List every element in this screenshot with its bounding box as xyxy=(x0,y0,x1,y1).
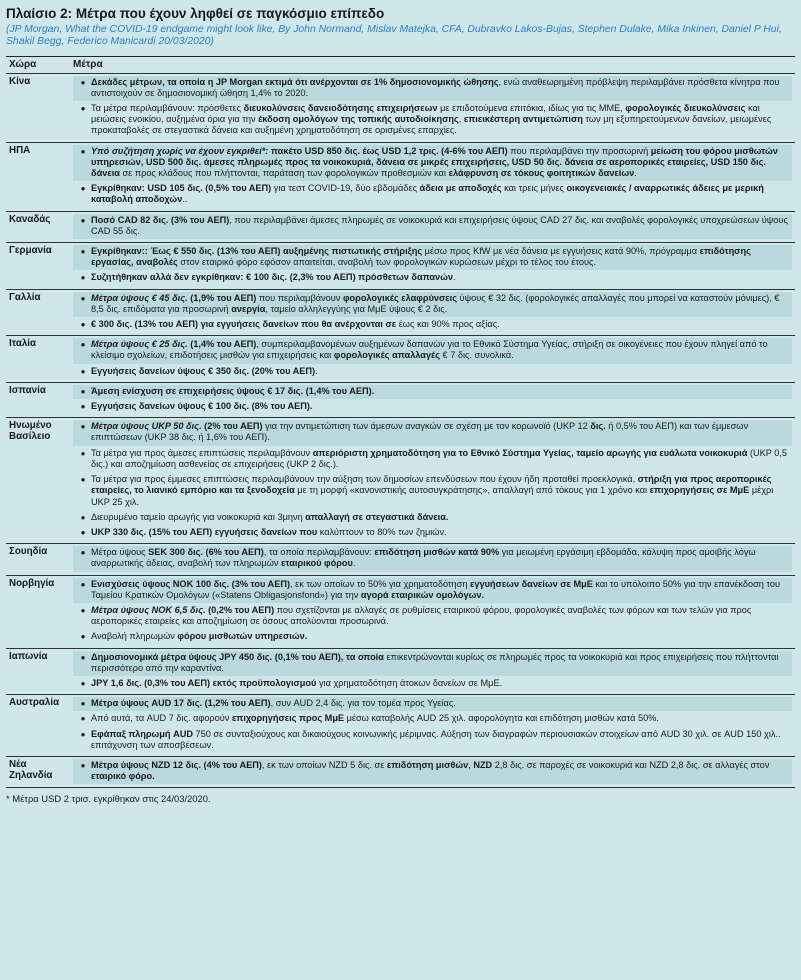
measures-cell xyxy=(70,418,795,544)
measure-item xyxy=(73,245,792,270)
measure-item xyxy=(73,214,792,239)
text-segment: εγγυήσεων δανείων σε ΜμΕ xyxy=(470,578,593,589)
measure-text xyxy=(91,448,788,470)
measure-item xyxy=(73,338,792,363)
measure-text xyxy=(91,512,788,523)
measure-text xyxy=(91,103,788,137)
text-segment: 750 σε συνταξιούχους και δικαιούχους κοινωνικής μέριμνας. Αύξηση των διαγραφών περιουσιακών στοιχείων από AUD 30 χιλ. σε AUD 150 χιλ.. επιτάχυνση των αποσβέσεων. xyxy=(91,728,781,750)
text-segment: , εκ των οποίων το 50% για χρηματοδότηση xyxy=(290,578,470,589)
text-segment: (0,2% του ΑΕΠ) xyxy=(205,604,275,615)
table-row xyxy=(6,382,795,417)
text-segment: εταιρικό φόρο. xyxy=(91,771,155,782)
measures-cell xyxy=(70,142,795,211)
measure-text xyxy=(91,760,788,782)
text-segment: φόρου μισθωτών υπηρεσιών. xyxy=(177,631,308,642)
text-segment: , ταμείο αλληλεγγύης για ΜμΕ ύψους € 2 δις. xyxy=(265,303,448,314)
bullet-icon: ● xyxy=(80,579,86,589)
text-segment: Άμεση ενίσχυση σε επιχειρήσεις ύψους € 17 δις. (1,4% του ΑΕΠ). xyxy=(91,385,375,396)
text-segment: έως και 90% πρoς αξίας. xyxy=(396,319,500,330)
measure-text xyxy=(91,421,788,443)
text-segment: Έως € 550 δις. (13% του ΑΕΠ) αυξημένης πιστωτικής στήριξης xyxy=(150,246,423,257)
measures-cell xyxy=(70,336,795,383)
text-segment: Ποσό CAD 82 δις. (3% του ΑΕΠ) xyxy=(91,214,230,225)
country-cell: Αυστραλία xyxy=(6,695,70,757)
measure-text xyxy=(91,386,788,397)
text-segment: Ενισχύσεις ύψους NOK 100 δις. (3% του ΑΕΠ) xyxy=(91,578,291,589)
text-segment: . xyxy=(634,168,637,179)
measures-cell xyxy=(70,648,795,695)
text-segment: επιχορηγήσεις προς ΜμΕ xyxy=(231,713,345,724)
table-row xyxy=(6,695,795,757)
text-segment: Διευρυμένο ταμείο αρωγής για νοικοκυριά και 3μηνη xyxy=(91,511,306,522)
measures-cell xyxy=(70,289,795,336)
text-segment: Τα μέτρα για προς άμεσες επιπτώσεις περιλαμβάνουν xyxy=(91,447,313,458)
text-segment: καλύπτουν το 80% των ζημιών. xyxy=(317,526,447,537)
table-row xyxy=(6,336,795,383)
country-cell: Ισπανία xyxy=(6,382,70,417)
table-header-row xyxy=(6,57,795,73)
text-segment: (1,4% του ΑΕΠ) xyxy=(187,339,257,350)
bullet-icon: ● xyxy=(80,273,86,283)
text-segment: (UKP 0,5 δις.) και αποζημίωση ασθενείας σε επιχειρήσεις (UKP 2 δις.). xyxy=(91,447,788,469)
measure-text xyxy=(91,77,788,99)
text-segment: SEK 300 δις. (6% του ΑΕΠ) xyxy=(148,547,264,558)
measures-cell xyxy=(70,756,795,787)
text-segment: και τρεις μήνες xyxy=(501,183,567,194)
text-segment: , συμπεριλαμβανομένων αυξημένων δαπανών για το Εθνικό Σύστημα Υγείας, στήριξη σε οικογένειες που έχουν πληγεί από το κλείσιμο σχολείων, επιδοτήσεις μισθών για επιχειρήσεις και xyxy=(91,339,768,361)
text-segment: , εκ των οποίων NZD 5 δις. σε xyxy=(261,759,387,770)
text-segment: πακέτο USD 850 δις. έως USD 1,2 τρις. (4-6% του ΑΕΠ) xyxy=(270,145,508,156)
bullet-icon: ● xyxy=(80,215,86,225)
text-segment: Μέτρα ύψους AUD 17 δις. (1,2% του ΑΕΠ) xyxy=(91,698,271,709)
bullet-icon: ● xyxy=(80,77,86,87)
text-segment: επιχορηγήσεις σε ΜμΕ xyxy=(649,485,750,496)
measure-text xyxy=(91,272,788,283)
bullet-icon: ● xyxy=(80,402,86,412)
text-segment: , τα οποία περιλαμβάνουν: xyxy=(263,547,375,558)
text-segment: επικεντρώνονται κυρίως σε πληρωμές προς τα νοικοκυριά και προς επιχειρήσεις που πλήττονται περισσότερο από την καραντίνα. xyxy=(91,651,779,673)
table-row xyxy=(6,756,795,787)
measure-item xyxy=(73,651,792,676)
measures-cell xyxy=(70,243,795,290)
measure-item xyxy=(73,385,792,399)
text-segment: Μέτρα ύψους € 25 δις. xyxy=(91,339,188,350)
text-segment: άδεια με αποδοχές xyxy=(419,183,502,194)
text-segment: (1,9% του ΑΕΠ) xyxy=(187,292,257,303)
text-segment: που περιλαμβάνουν xyxy=(256,292,343,303)
text-segment: Μέτρα ύψους NZD 12 δις. (4% του ΑΕΠ) xyxy=(91,759,262,770)
text-segment: που σχετίζονται με αλλαγές σε ρυθμίσεις εταιρικού φόρου, φορολογικές αναβολές των φόρων και των τελών για προς αεροπορικές εταιρείες και αποζημίωση σε όσους απολύονται προσωρινά. xyxy=(91,604,752,627)
bullet-icon: ● xyxy=(80,448,86,458)
table-row xyxy=(6,243,795,290)
country-cell: Νέα Ζηλανδία xyxy=(6,756,70,787)
measure-item xyxy=(73,728,792,753)
text-segment: φορολογικές απαλλαγές xyxy=(333,350,440,361)
measure-text xyxy=(91,631,788,642)
measure-item xyxy=(73,447,792,472)
bullet-icon: ● xyxy=(80,729,86,739)
table-body xyxy=(6,73,795,788)
country-cell: Γαλλία xyxy=(6,289,70,336)
text-segment: . xyxy=(352,558,356,569)
text-segment: Δημοσιονομικά μέτρα ύψους JPY 450 δις. (0,1% του ΑΕΠ), τα οποία xyxy=(91,651,384,662)
bullet-icon: ● xyxy=(80,678,86,688)
bullet-icon: ● xyxy=(80,632,86,642)
bullet-icon: ● xyxy=(80,652,86,662)
measure-item xyxy=(73,292,792,317)
text-segment: μέχρι UKP 25 χιλ. xyxy=(91,485,774,507)
text-segment: στήριξη για προς αεροπορικές εταιρείες, το λιανικό εμπόριο και τα ξενοδοχεία xyxy=(91,474,772,496)
measure-item xyxy=(73,604,792,629)
text-segment: επιδότησης εργασίας, αναβολές xyxy=(91,246,751,268)
measure-text xyxy=(91,729,788,751)
text-segment: Συζητήθηκαν αλλά δεν εγκρίθηκαν: € 100 δις. (2,3% του ΑΕΠ) πρόσθετων δαπανών xyxy=(91,272,454,283)
text-segment: μείωση του φόρου μισθωτών υπηρεσιών, USD 500 δις. άμεσες πληρωμές προς τα νοικοκυριά, δάνεια σε μικρές επιχειρήσεις, USD 50 δις. δάνεια σε αεροπορικές εταιρείες, USD 150 δις. δάνεια xyxy=(91,145,778,179)
measures-cell xyxy=(70,575,795,648)
text-segment: επιδότηση μισθών xyxy=(386,759,469,770)
measure-text xyxy=(91,527,788,538)
measure-text xyxy=(91,547,788,569)
bullet-icon: ● xyxy=(80,699,86,709)
measures-table xyxy=(6,56,795,788)
text-segment: , που περιλαμβάνει άμεσες πληρωμές σε νοικοκυριά και επιχειρήσεις ύψους CAD 27 δις. και αναβολές φορολογικές υποχρεώσεων ύψους CAD 55 δις. xyxy=(91,214,788,236)
bullet-icon: ● xyxy=(80,386,86,396)
measures-cell xyxy=(70,211,795,242)
measures-cell xyxy=(70,544,795,575)
text-segment: Μέτρα ύψους NOK 6,5 δις. xyxy=(91,604,206,615)
text-segment: απαλλαγή σε στεγαστικά δάνεια. xyxy=(305,511,449,522)
country-cell: Καναδάς xyxy=(6,211,70,242)
source-citation: (JP Morgan, What the COVID-19 endgame might look like, By John Normand, Mislav Matejka, CFA, Dubravko Lakos-Bujas, Stephen Dulake, Mika Inkinen, Daniel P Hui, Shakil Begg, Federico Manicardi 20/03/2020) xyxy=(6,24,782,48)
bullet-icon: ● xyxy=(80,320,86,330)
text-segment: με επιδοτούμενα επιτόκια, ιδίως για τις MME, xyxy=(437,103,626,114)
column-header-measures: Μέτρα xyxy=(70,57,795,73)
measure-text xyxy=(91,146,788,180)
bullet-icon: ● xyxy=(80,714,86,724)
bullet-icon: ● xyxy=(80,104,86,114)
measure-text xyxy=(91,605,788,627)
country-cell: Κίνα xyxy=(6,73,70,142)
text-segment: NZD xyxy=(473,759,493,770)
text-segment: ύψους € 32 δις. (φορολογικές απαλλαγές που μπορεί να καταστούν μόνιμες), € 8,5 δις. επιδόματα για προσωρινή xyxy=(91,292,780,314)
text-segment: εταιρικού φόρου xyxy=(281,558,353,569)
text-segment: και μειώσεις ενοικίου, αυξημένα όρια για την xyxy=(91,103,760,125)
measure-item xyxy=(73,145,792,182)
bullet-icon: ● xyxy=(80,475,86,485)
text-segment: Εγγυήσεις δανείων ύψους € 350 δις. (20% του ΑΕΠ) xyxy=(91,365,316,376)
country-cell: ΗΠΑ xyxy=(6,142,70,211)
text-segment: Υπό συζήτηση χωρίς να έχουν εγκριθεί*: xyxy=(91,145,271,156)
text-segment: απεριόριστη χρηματοδότηση για το Εθνικό Σύστημα Υγείας, ταμείο αρωγής για ευάλωτα νοικοκυριά xyxy=(312,447,748,458)
measure-item xyxy=(73,546,792,571)
text-segment: μέσω καταβολής AUD 25 χιλ. αφορολόγητα και επιδότηση μισθών κατά 50%. xyxy=(344,713,659,724)
text-segment: € 300 δις. (13% του ΑΕΠ) για εγγυήσεις δανείων που θα ανέρχονται σε xyxy=(91,319,397,330)
text-segment: Εφάπαξ πληρωμή AUD xyxy=(91,728,193,739)
country-cell: Ηνωμένο Βασίλειο xyxy=(6,418,70,544)
measure-text xyxy=(91,652,788,674)
measure-item xyxy=(73,102,792,139)
text-segment: , xyxy=(468,759,474,770)
measure-item xyxy=(73,182,792,207)
text-segment: Εγγυήσεις δανείων ύψους € 100 δις. (8% του ΑΕΠ). xyxy=(91,401,313,412)
bullet-icon: ● xyxy=(80,146,86,156)
text-segment: στον εταιρικό φόρο εφόσον απαιτείται, αναβολή των φορολογικών κυρώσεων μέχρι το τέλος του έτους. xyxy=(177,257,597,268)
measure-item xyxy=(73,712,792,726)
text-segment: Μέτρα ύψους xyxy=(91,547,149,558)
measure-item xyxy=(73,318,792,332)
text-segment: επιδότηση μισθών κατά 90% xyxy=(374,547,500,558)
bullet-icon: ● xyxy=(80,527,86,537)
measure-text xyxy=(91,246,788,268)
measure-item xyxy=(73,420,792,445)
text-segment: Από αυτά, τα AUD 7 δις. αφορούν xyxy=(91,713,232,724)
text-segment: , ενώ αναθεωρημένη πρόβλεψη περιλαμβάνει πρόσθετα κίνητρα που αντιστοιχούν σε δημοσιονομική ώθηση 1,4% το 2020. xyxy=(91,76,780,98)
country-cell: Νορβηγία xyxy=(6,575,70,648)
text-segment: 2,8 δις. σε παροχές σε νοικοκυριά και NZD 2,8 δις. σε αλλαγές στον xyxy=(492,759,770,770)
text-segment: με τη μορφή «κανονιστικής αυτοσυγκράτησης», απαλλαγή από τόκους για 1 χρόνο και xyxy=(294,485,650,496)
text-segment: Δεκάδες μέτρων, τα οποία η JP Morgan εκτιμά ότι ανέρχονται σε 1% δημοσιονομικής ώθησης xyxy=(91,76,499,87)
text-segment: Τα μέτρα για προς έμμεσες επιπτώσεις περιλαμβάνουν την αύξηση των δημοσίων επενδύσεων που έχουν ήδη προταθεί προεκλογικά, xyxy=(91,474,638,485)
bullet-icon: ● xyxy=(80,422,86,432)
country-cell: Σουηδία xyxy=(6,544,70,575)
measure-text xyxy=(91,579,788,601)
measure-item xyxy=(73,511,792,525)
text-segment: , συν AUD 2,4 δις. για τον τομέα προς Υγείας. xyxy=(270,698,456,709)
text-segment: φορολογικές ελαφρύνσεις xyxy=(342,292,457,303)
table-row xyxy=(6,211,795,242)
measure-item xyxy=(73,630,792,644)
text-segment: . xyxy=(453,272,456,283)
bullet-icon: ● xyxy=(80,512,86,522)
measure-item xyxy=(73,526,792,540)
text-segment: ανεργία xyxy=(231,303,266,314)
text-segment: που περιλαμβάνει την προσωρινή xyxy=(507,145,651,156)
text-segment: Μέτρα ύψους UKP 50 δις. xyxy=(91,421,202,432)
table-row xyxy=(6,648,795,695)
text-segment: Εγκρίθηκαν:: xyxy=(91,246,151,257)
measure-text xyxy=(91,183,788,205)
text-segment: φορολογικές διευκολύνσεις xyxy=(625,103,746,114)
bullet-icon: ● xyxy=(80,247,86,257)
bullet-icon: ● xyxy=(80,605,86,615)
measures-cell xyxy=(70,695,795,757)
measure-item xyxy=(73,697,792,711)
bullet-icon: ● xyxy=(80,548,86,558)
measure-text xyxy=(91,713,788,724)
text-segment: για τεστ COVID-19, δύο εβδομάδες xyxy=(271,183,420,194)
text-segment: για μειωμένη εργάσιμη εβδομάδα, κάλυψη προς αμοιβής λόγω αναρρωτικής άδειας, αναβολή των πληρωμών xyxy=(91,547,756,569)
bullet-icon: ● xyxy=(80,760,86,770)
measure-text xyxy=(91,366,788,377)
measure-text xyxy=(91,401,788,412)
text-segment: . xyxy=(315,365,318,376)
country-cell: Ιταλία xyxy=(6,336,70,383)
measure-item xyxy=(73,677,792,691)
measure-item xyxy=(73,76,792,101)
measure-text xyxy=(91,215,788,237)
table-row xyxy=(6,142,795,211)
text-segment: Μέτρα ύψους € 45 δις. xyxy=(91,292,188,303)
measure-item xyxy=(73,759,792,784)
text-segment: Τα μέτρα περιλαμβάνουν: πρόσθετες xyxy=(91,103,244,114)
country-cell: Γερμανία xyxy=(6,243,70,290)
page-title: Πλαίσιο 2: Μέτρα που έχουν ληφθεί σε παγκόσμιο επίπεδο xyxy=(6,6,385,21)
text-segment: αγορά εταιρικών ομολόγων. xyxy=(360,589,485,600)
measure-text xyxy=(91,678,788,689)
text-segment: και το υπόλοιπο 50% για την επανέκδοση του Ταμείου Κρατικών Ομολόγων («Statens Obligasjonsfond») για την xyxy=(91,578,781,600)
bullet-icon: ● xyxy=(80,184,86,194)
text-segment: επιεικέστερη αντιμετώπιση xyxy=(463,114,583,125)
bullet-icon: ● xyxy=(80,340,86,350)
footnote: * Μέτρα USD 2 τρισ. εγκρίθηκαν στις 24/03/2020. xyxy=(6,793,211,805)
measure-item xyxy=(73,578,792,603)
country-cell: Ιαπωνία xyxy=(6,648,70,695)
text-segment: για χρηματοδότηση άτοκων δανείων σε ΜμΕ. xyxy=(316,677,503,688)
measure-text xyxy=(91,474,788,508)
measure-item xyxy=(73,365,792,379)
text-segment: οικογενειακές / αναρρωτικές άδειες με μερική καταβολή αποδοχών xyxy=(91,183,764,205)
text-segment: ή 0,5% του ΑΕΠ) και των έμμεσων επιπτώσεων (UKP 38 δις. ή 1,6% του ΑΕΠ). xyxy=(91,421,749,443)
table-row xyxy=(6,289,795,336)
text-segment: ελάφρυνση σε τόκους φοιτητικών δανείων xyxy=(448,168,635,179)
measures-cell xyxy=(70,382,795,417)
text-segment: μέσω προς KfW με νέα δάνεια με εγγυήσεις κατά 90%, πρόγραμμα xyxy=(422,246,700,257)
measure-text xyxy=(91,319,788,330)
text-segment: UKP 330 δις. (15% του ΑΕΠ) εγγυήσεις δανείων που xyxy=(91,526,318,537)
text-segment: € 7 δις. συνολικά. xyxy=(439,350,514,361)
table-row xyxy=(6,418,795,544)
measure-item xyxy=(73,271,792,285)
text-segment: JPY 1,6 δις. (0,3% του ΑΕΠ) εκτός προϋπολογισμού xyxy=(91,677,317,688)
table-row xyxy=(6,575,795,648)
table-row xyxy=(6,73,795,142)
measure-text xyxy=(91,339,788,361)
text-segment: διευκολύνσεις δανειοδότησης επιχειρήσεων xyxy=(243,103,438,114)
measure-text xyxy=(91,698,788,709)
measure-item xyxy=(73,400,792,414)
text-segment: των μη εξυπηρετούμενων δανείων, μειωμένες προκαταβολές σε στεγαστικά δάνεια και αυξημένη χρηματοδότηση σε ορισμένες επαρχίες. xyxy=(91,114,772,136)
text-segment: Εγκρίθηκαν: USD 105 δις. (0,5% του ΑΕΠ) xyxy=(91,183,272,194)
text-segment: έκδοση ομολόγων της τοπικής αυτοδιοίκησης xyxy=(258,114,459,125)
text-segment: δις. xyxy=(590,421,606,432)
table-row xyxy=(6,544,795,575)
measures-cell xyxy=(70,73,795,142)
text-segment: Αναβολή πληρωμών xyxy=(91,631,178,642)
text-segment: , xyxy=(458,114,464,125)
bullet-icon: ● xyxy=(80,293,86,303)
column-header-country: Χώρα xyxy=(6,57,70,73)
bullet-icon: ● xyxy=(80,366,86,376)
measure-item xyxy=(73,473,792,510)
text-segment: (2% του ΑΕΠ) xyxy=(201,421,263,432)
text-segment: για την αντιμετώπιση των άμεσων αναγκών σε σχέση με τον κορωνοϊό (UKP 12 xyxy=(262,421,591,432)
measure-text xyxy=(91,293,788,315)
text-segment: σε προς κλάδους που πλήττονται, παράταση των φορολογικών προθεσμιών και xyxy=(119,168,449,179)
text-segment: .. xyxy=(182,194,188,205)
